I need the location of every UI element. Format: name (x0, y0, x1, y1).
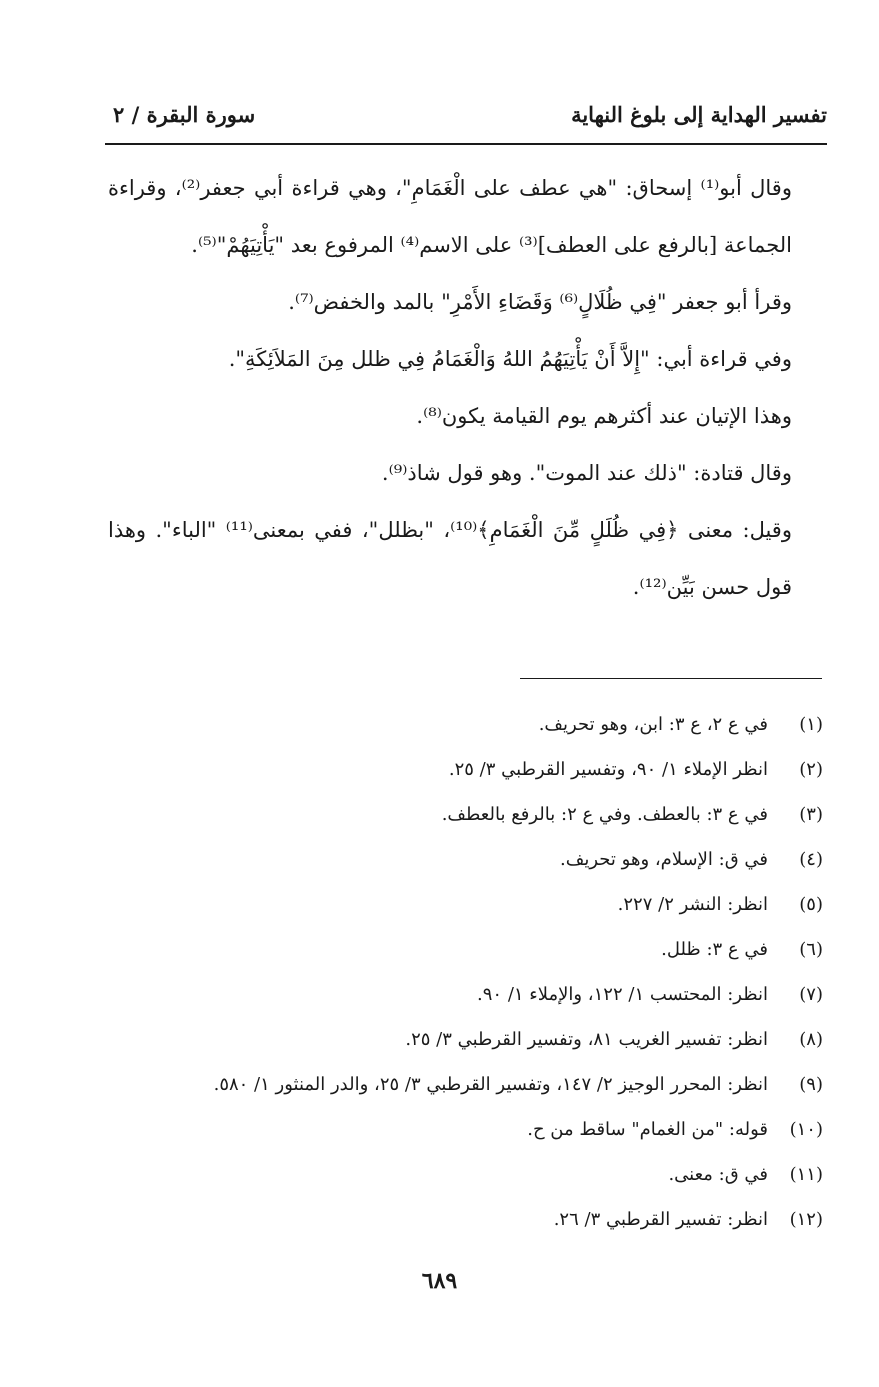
footnote-number: (١٠) (789, 1119, 823, 1140)
paragraph: وقرأ أبو جعفر "فِي ظُلَالٍ⁽⁶⁾ وَقَضَاءِ الأَمْرِ" بالمد والخفض⁽⁷⁾. (288, 290, 792, 314)
footnote-text: قوله: "من الغمام" ساقط من ح. (527, 1119, 768, 1140)
footnote-text: في ق: الإسلام، وهو تحريف. (560, 849, 768, 870)
footnote-item (180, 1152, 823, 1197)
footnote-number: (٩) (799, 1074, 823, 1095)
footnote-item (180, 702, 823, 747)
footnote-number: (٦) (799, 939, 823, 960)
footnote-item (180, 882, 823, 927)
footnote-item (180, 837, 823, 882)
footnote-text: انظر الإملاء ١/ ٩٠، وتفسير القرطبي ٣/ ٢٥. (448, 759, 768, 780)
footnote-number: (٥) (799, 894, 823, 915)
footnote-text: في ق: معنى. (668, 1164, 768, 1185)
footnote-number: (٧) (799, 984, 823, 1005)
footnote-text: انظر: النشر ٢/ ٢٢٧. (617, 894, 768, 915)
paragraph: وقال أبو⁽¹⁾ إسحاق: "هي عطف على الْغَمَامِ"، وهي قراءة أبي جعفر⁽²⁾، وقراءة الجماعة [بالرفع على العطف]⁽³⁾ على الاسم⁽⁴⁾ المرفوع بعد "يَأْتِيَهُمْ"⁽⁵⁾. (108, 176, 792, 257)
paragraph: وفي قراءة أبي: "إِلاَّ أَنْ يَأْتِيَهُمُ اللهُ وَالْغَمَامُ فِي ظلل مِنَ المَلاَئِكَةِ". (228, 347, 792, 371)
paragraph: وهذا الإتيان عند أكثرهم يوم القيامة يكون⁽⁸⁾. (416, 404, 792, 428)
footnote-item (180, 972, 823, 1017)
page-number: ٦٨٩ (421, 1268, 458, 1294)
footnote-item (180, 1062, 823, 1107)
footnote-text: في ع ٣: ظلل. (661, 939, 768, 960)
footnote-number: (٢) (799, 759, 823, 780)
main-text (108, 160, 824, 616)
header-divider (105, 143, 827, 145)
footnote-number: (١٢) (789, 1209, 823, 1230)
footnote-number: (٤) (799, 849, 823, 870)
footnote-number: (١) (799, 714, 823, 735)
surah-label: سورة البقرة / ٢ (113, 102, 256, 127)
footnote-text: في ع ٢، ع ٣: ابن، وهو تحريف. (538, 714, 768, 735)
running-header (105, 96, 827, 140)
footnote-number: (٨) (799, 1029, 823, 1050)
footnote-divider (520, 678, 822, 679)
footnote-item (180, 792, 823, 837)
footnotes-list (180, 702, 823, 1242)
footnote-number: (٣) (799, 804, 823, 825)
footnote-text: انظر: تفسير القرطبي ٣/ ٢٦. (553, 1209, 768, 1230)
paragraph: وقيل: معنى ﴿فِي ظُلَلٍ مِّنَ الْغَمَامِ﴾⁽¹⁰⁾، "بظلل"، ففي بمعنى⁽¹¹⁾ "الباء". وهذا قول حسن بَيِّن⁽¹²⁾. (108, 518, 792, 599)
footnote-item (180, 927, 823, 972)
footnote-text: في ع ٣: بالعطف. وفي ع ٢: بالرفع بالعطف. (441, 804, 768, 825)
paragraph: وقال قتادة: "ذلك عند الموت". وهو قول شاذ⁽⁹⁾. (381, 461, 792, 485)
footnote-text: انظر: المحرر الوجيز ٢/ ١٤٧، وتفسير القرطبي ٣/ ٢٥، والدر المنثور ١/ ٥٨٠. (213, 1074, 768, 1095)
footnote-text: انظر: تفسير الغريب ٨١، وتفسير القرطبي ٣/ ٢٥. (405, 1029, 768, 1050)
footnote-number: (١١) (789, 1164, 823, 1185)
book-title: تفسير الهداية إلى بلوغ النهاية (571, 102, 827, 127)
footnote-item (180, 1017, 823, 1062)
footnote-item (180, 747, 823, 792)
footnote-item (180, 1107, 823, 1152)
footnote-item (180, 1197, 823, 1242)
footnote-text: انظر: المحتسب ١/ ١٢٢، والإملاء ١/ ٩٠. (477, 984, 768, 1005)
